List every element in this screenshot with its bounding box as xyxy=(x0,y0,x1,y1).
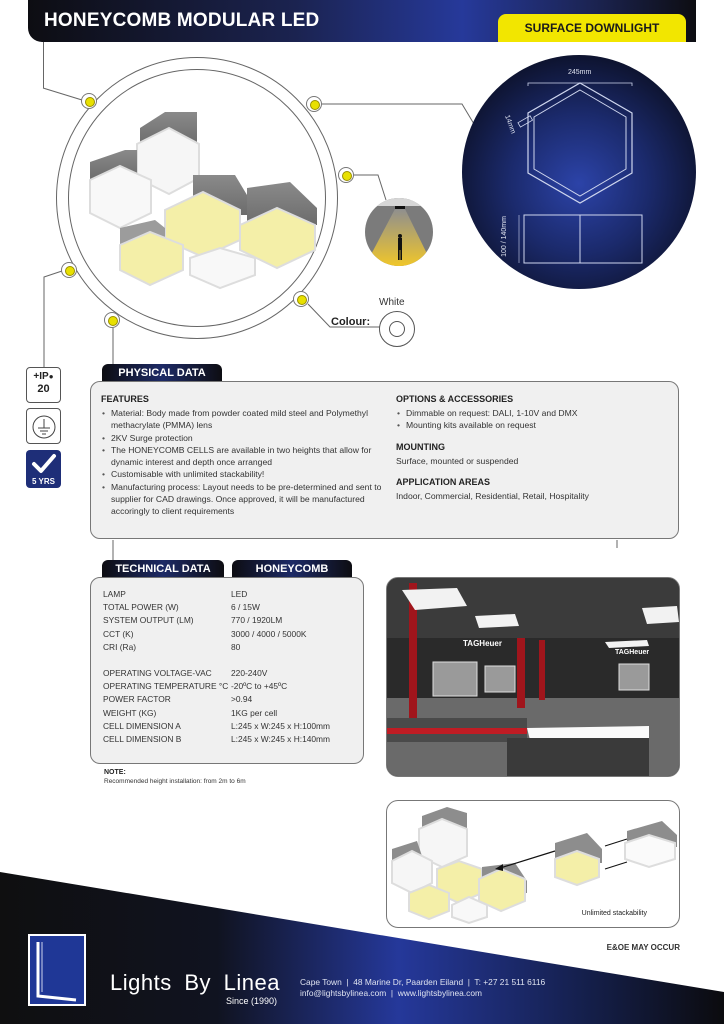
linea-logo-icon xyxy=(30,936,84,1004)
tech-row: SYSTEM OUTPUT (LM) 770 / 1920LM xyxy=(103,615,283,626)
note-text: Recommended height installation: from 2m to 6m xyxy=(104,778,246,785)
address-phone-line: Cape Town | 48 Marine Dr, Paarden Eiland | T: +27 21 511 6116 xyxy=(300,977,546,987)
options-heading: OPTIONS & ACCESSORIES xyxy=(396,394,514,404)
tab-technical-data: TECHNICAL DATA xyxy=(102,560,224,578)
contact-info xyxy=(300,977,545,999)
lights-by-linea-logo[interactable] xyxy=(28,934,86,1006)
ip-prefix: +IP xyxy=(33,371,49,382)
colour-swatch-inner xyxy=(389,321,405,337)
disclaimer-text: E&OE MAY OCCUR xyxy=(606,943,680,952)
hotspot-marker[interactable] xyxy=(338,167,354,183)
installation-photo xyxy=(386,577,680,777)
features-section xyxy=(101,394,386,518)
brand-since: Since (1990) xyxy=(226,996,278,1006)
hotspot-marker[interactable] xyxy=(293,291,309,307)
brand-sign: TAGHeuer xyxy=(463,639,502,648)
physical-data-panel xyxy=(90,381,679,539)
tab-honeycomb-model: HONEYCOMB xyxy=(232,560,352,578)
store-interior-image xyxy=(387,578,680,777)
ip-rating-badge xyxy=(26,367,61,403)
height-dimension-label: 100 / 140mm xyxy=(500,216,508,257)
category-tag: SURFACE DOWNLIGHT xyxy=(498,14,686,42)
features-list xyxy=(101,407,386,518)
warranty-badge xyxy=(26,450,61,488)
svg-text:TAGHeuer: TAGHeuer xyxy=(615,649,650,656)
options-list xyxy=(396,407,666,432)
application-heading: APPLICATION AREAS xyxy=(396,476,491,487)
tech-row: LAMP LED xyxy=(103,589,248,599)
options-section xyxy=(396,394,666,502)
colour-label: Colour: xyxy=(331,316,371,328)
brand-name: Lights By Linea xyxy=(110,970,280,995)
footer-background xyxy=(0,860,724,1024)
feature-item: • Customisable with unlimited stackability! xyxy=(101,468,386,480)
option-item: • Dimmable on request: DALI, 1-10V and DMX xyxy=(396,407,666,419)
hotspot-marker[interactable] xyxy=(104,312,120,328)
width-dimension-label: 245mm xyxy=(568,69,592,76)
stackability-caption: Unlimited stackability xyxy=(581,910,647,917)
water-drop-icon: ● xyxy=(48,372,54,381)
technical-data-panel xyxy=(90,577,364,764)
note-title: NOTE: xyxy=(104,769,126,776)
page-title: HONEYCOMB MODULAR LED xyxy=(44,10,320,31)
feature-item: • Material: Body made from powder coated mild steel and Polymethyl methacrylate (PMMA) lens xyxy=(101,407,386,432)
tech-specs-group-a xyxy=(103,588,359,654)
tech-row: CCT (K) 3000 / 4000 / 5000K xyxy=(103,628,307,639)
earth-ground-badge xyxy=(26,408,61,444)
ip-rating-value: 20 xyxy=(37,383,50,395)
mounting-text: Surface, mounted or suspended xyxy=(396,455,519,466)
colour-swatch-white[interactable] xyxy=(379,311,415,347)
tech-specs-group-b xyxy=(103,667,359,746)
application-text: Indoor, Commercial, Residential, Retail, Hospitality xyxy=(396,490,589,501)
beam-angle-illustration xyxy=(365,198,433,266)
hexagon-dimension-diagram xyxy=(462,55,696,289)
option-item: • Mounting kits available on request xyxy=(396,419,666,431)
tech-row: OPERATING VOLTAGE-VAC 220-240V xyxy=(103,668,268,678)
tech-row: OPERATING TEMPERATURE °C -20ºC to +45ºC xyxy=(103,681,288,692)
mounting-heading: MOUNTING xyxy=(396,441,445,452)
earth-ground-icon xyxy=(27,409,62,445)
downlight-beam-icon xyxy=(365,198,433,266)
colour-value-label: White xyxy=(379,297,405,308)
features-heading: FEATURES xyxy=(101,394,149,404)
tech-row: CELL DIMENSION A L:245 x W:245 x H:100mm xyxy=(103,720,330,731)
hotspot-marker[interactable] xyxy=(61,262,77,278)
frame-dimension-label: 14mm xyxy=(503,114,517,135)
tech-row: TOTAL POWER (W) 6 / 15W xyxy=(103,602,260,613)
feature-item: • Manufacturing process: Layout needs to be pre-determined and sent to supplier for CAD drawings. Once approved, it will be manufactured accoringly to client requirements xyxy=(101,481,386,518)
feature-item: • 2KV Surge protection xyxy=(101,432,386,444)
tech-row: CRI (Ra) 80 xyxy=(103,641,241,652)
tab-physical-data: PHYSICAL DATA xyxy=(102,364,222,382)
dimension-drawing xyxy=(462,55,696,289)
tech-row: WEIGHT (KG) 1KG per cell xyxy=(103,707,278,718)
tech-row: CELL DIMENSION B L:245 x W:245 x H:140mm xyxy=(103,734,330,745)
feature-item: • The HONEYCOMB CELLS are available in two heights that allow for dynamic interest and depth once arranged xyxy=(101,444,386,469)
email-web-line[interactable]: info@lightsbylinea.com | www.lightsbylinea.com xyxy=(300,988,482,998)
honeycomb-product-image xyxy=(85,100,325,290)
warranty-years: 5 YRS xyxy=(32,477,55,486)
checkmark-icon xyxy=(26,450,61,478)
tech-row: POWER FACTOR >0.94 xyxy=(103,694,253,705)
